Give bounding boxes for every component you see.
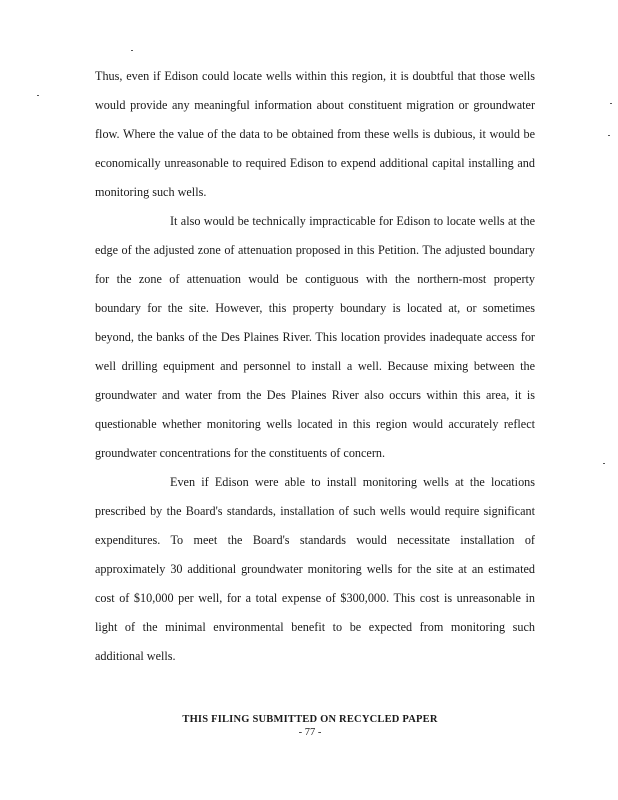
- body-text: [95, 62, 535, 671]
- page-number: - 77 -: [298, 727, 322, 738]
- paragraph-3: Even if Edison were able to install monitoring wells at the locations prescribed by the Board's standards, installation of such wells would require significant expenditures. To meet the Board's standards would necessitate installation of approximately 30 additional groundwater monitoring wells for the site at an estimated cost of $10,000 per well, for a total expense of $300,000. This cost is unreasonable in light of the minimal environmental benefit to be expected from monitoring such additional wells.: [95, 475, 535, 663]
- scan-speck: [610, 103, 612, 104]
- scan-speck: [131, 50, 133, 51]
- scan-speck: [37, 95, 39, 96]
- recycled-paper-notice: THIS FILING SUBMITTED ON RECYCLED PAPER: [182, 714, 438, 725]
- scan-speck: [608, 135, 610, 136]
- paragraph-2: It also would be technically impracticable for Edison to locate wells at the edge of the adjusted zone of attenuation proposed in this Petition. The adjusted boundary for the zone of attenuation would be contiguous with the northern-most property boundary for the site. However, this property boundary is located at, or sometimes beyond, the banks of the Des Plaines River. This location provides inadequate access for well drilling equipment and personnel to install a well. Because mixing between the groundwater and water from the Des Plaines River also occurs within this area, it is questionable whether monitoring wells located in this region would accurately reflect groundwater concentrations for the constituents of concern.: [95, 214, 535, 460]
- paragraph-1: Thus, even if Edison could locate wells within this region, it is doubtful that those wells would provide any meaningful information about constituent migration or groundwater flow. Where the value of the data to be obtained from these wells is dubious, it would be economically unreasonable to required Edison to expend additional capital installing and monitoring such wells.: [95, 69, 535, 199]
- scan-speck: [603, 463, 605, 464]
